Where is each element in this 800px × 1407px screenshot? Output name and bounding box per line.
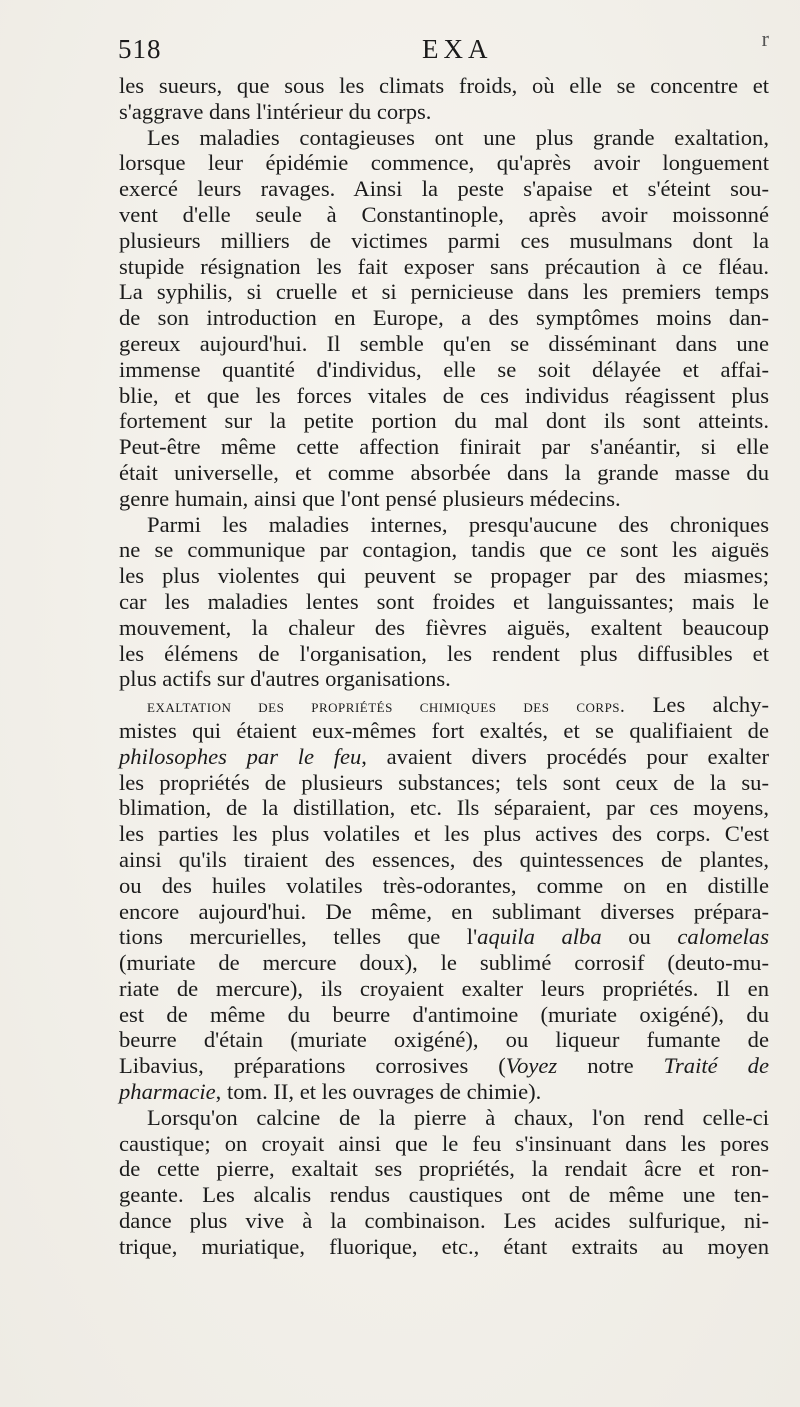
italic-text: Voyez xyxy=(505,1053,558,1079)
text-line xyxy=(119,1156,769,1182)
line-text: Parmi les maladies internes, presqu'aucune des chroniques xyxy=(147,511,769,537)
italic-text: aquila alba xyxy=(477,924,602,950)
corner-mark: r xyxy=(761,26,770,51)
text-line xyxy=(119,305,769,331)
page-number: 518 xyxy=(118,34,162,64)
line-text: Peut-être même cette affection finirait par s'anéantir, si elle xyxy=(119,434,769,460)
running-head: EXA xyxy=(422,34,493,64)
line-text: de son introduction en Europe, a des symptômes moins dan- xyxy=(119,305,769,331)
line-text: trique, muriatique, fluorique, etc., étant extraits au moyen xyxy=(119,1233,769,1259)
text-line xyxy=(119,821,769,847)
line-text: les propriétés de plusieurs substances; tels sont ceux de la su- xyxy=(119,769,769,795)
italic-text: calomelas xyxy=(677,924,770,950)
text-line xyxy=(119,718,769,744)
text-line xyxy=(119,1002,769,1028)
line-text: geante. Les alcalis rendus caustiques ont de même une ten- xyxy=(119,1182,769,1208)
text-line xyxy=(119,770,769,796)
line-text: notre xyxy=(557,1053,664,1079)
line-text: plus actifs sur d'autres organisations. xyxy=(119,666,451,692)
line-text: ainsi qu'ils tiraient des essences, des quintessences de plantes, xyxy=(119,846,769,872)
line-text: vent d'elle seule à Constantinople, après avoir moissonné xyxy=(119,201,769,227)
line-text: , avaient divers procédés pour exalter xyxy=(361,743,769,769)
line-text: blie, et que les forces vitales de ces individus réagissent plus xyxy=(119,382,769,408)
line-text: genre humain, ainsi que l'ont pensé plusieurs médecins. xyxy=(119,485,621,511)
text-line xyxy=(119,1182,769,1208)
text-line xyxy=(119,228,769,254)
text-line xyxy=(119,254,769,280)
section-heading: exaltation des propriétés chimiques des corps. xyxy=(147,696,626,718)
text-line xyxy=(119,383,769,409)
line-text: blimation, de la distillation, etc. Ils séparaient, par ces moyens, xyxy=(119,795,769,821)
line-text: Libavius, préparations corrosives ( xyxy=(119,1053,506,1079)
line-text: encore aujourd'hui. De même, en sublimant diverses prépara- xyxy=(119,898,769,924)
italic-text: Traité de xyxy=(663,1053,769,1079)
text-line xyxy=(119,1079,769,1105)
text-line xyxy=(119,512,769,538)
line-text: les sueurs, que sous les climats froids, où elle se concentre et xyxy=(119,73,769,98)
italic-text: philosophes par le feu xyxy=(119,743,362,769)
line-text: lorsque leur épidémie commence, qu'après avoir longuement xyxy=(119,150,769,176)
italic-text: pharmacie xyxy=(119,1079,216,1105)
text-line xyxy=(119,125,769,151)
text-line xyxy=(119,486,769,512)
text-line xyxy=(119,279,769,305)
text-line xyxy=(119,950,769,976)
line-text: fortement sur la petite portion du mal dont ils sont atteints. xyxy=(119,408,769,434)
text-line xyxy=(119,1208,769,1234)
line-text: exercé leurs ravages. Ainsi la peste s'apaise et s'éteint sou- xyxy=(119,176,769,202)
line-text: Les maladies contagieuses ont une plus grande exaltation, xyxy=(147,124,769,150)
line-text: mistes qui étaient eux-mêmes fort exaltés, et se qualifiaient de xyxy=(119,717,769,743)
text-line xyxy=(119,73,769,99)
line-text: dance plus vive à la combinaison. Les acides sulfurique, ni- xyxy=(119,1208,769,1234)
text-line xyxy=(119,1234,769,1260)
body-text xyxy=(119,73,769,1260)
line-text: est de même du beurre d'antimoine (muriate oxigéné), du xyxy=(119,1001,769,1027)
line-text: plusieurs milliers de victimes parmi ces musulmans dont la xyxy=(119,227,769,253)
line-text: s'aggrave dans l'intérieur du corps. xyxy=(119,98,432,124)
text-line xyxy=(119,99,769,125)
text-line xyxy=(119,924,769,950)
text-line xyxy=(119,692,769,718)
text-line xyxy=(119,795,769,821)
line-text: ne se communique par contagion, tandis que ce sont les aiguës xyxy=(119,537,769,563)
text-line xyxy=(119,202,769,228)
line-text: ou xyxy=(601,924,678,950)
text-line xyxy=(119,150,769,176)
line-text: était universelle, et comme absorbée dans la grande masse du xyxy=(119,459,769,485)
line-text: , tom. II, et les ouvrages de chimie). xyxy=(215,1079,542,1105)
line-text: car les maladies lentes sont froides et languissantes; mais le xyxy=(119,588,769,614)
line-text: Les alchy- xyxy=(625,692,769,718)
line-text: riate de mercure), ils croyaient exalter leurs propriétés. Il en xyxy=(119,975,769,1001)
text-line xyxy=(119,1027,769,1053)
text-line xyxy=(119,615,769,641)
line-text: les plus violentes qui peuvent se propager par des miasmes; xyxy=(119,563,769,589)
text-line xyxy=(119,331,769,357)
line-text: La syphilis, si cruelle et si pernicieuse dans les premiers temps xyxy=(119,279,769,305)
line-text: (muriate de mercure doux), le sublimé corrosif (deuto-mu- xyxy=(119,950,769,976)
text-line xyxy=(119,744,769,770)
text-line xyxy=(119,1131,769,1157)
line-text: mouvement, la chaleur des fièvres aiguës, exaltent beaucoup xyxy=(119,614,769,640)
line-text: caustique; on croyait ainsi que le feu s'insinuant dans les pores xyxy=(119,1130,769,1156)
text-line xyxy=(119,176,769,202)
text-line xyxy=(119,641,769,667)
text-line xyxy=(119,666,769,692)
text-line xyxy=(119,589,769,615)
line-text: beurre d'étain (muriate oxigéné), ou liqueur fumante de xyxy=(119,1027,769,1053)
line-text: ou des huiles volatiles très-odorantes, comme on en distille xyxy=(119,872,769,898)
text-line xyxy=(119,1105,769,1131)
text-line xyxy=(119,408,769,434)
text-line xyxy=(119,1053,769,1079)
text-line xyxy=(119,537,769,563)
text-line xyxy=(119,563,769,589)
line-text: stupide résignation les fait exposer sans précaution à ce fléau. xyxy=(119,253,769,279)
line-text: immense quantité d'individus, elle se soit délayée et affai- xyxy=(119,356,769,382)
text-line xyxy=(119,873,769,899)
text-line xyxy=(119,976,769,1002)
line-text: gereux aujourd'hui. Il semble qu'en se disséminant dans une xyxy=(119,330,769,356)
page-header xyxy=(118,26,778,74)
line-text: les élémens de l'organisation, les rendent plus diffusibles et xyxy=(119,640,769,666)
line-text: tions mercurielles, telles que l' xyxy=(119,924,478,950)
line-text: de cette pierre, exaltait ses propriétés, la rendait âcre et ron- xyxy=(119,1156,769,1182)
line-text: Lorsqu'on calcine de la pierre à chaux, l'on rend celle-ci xyxy=(147,1104,769,1130)
text-line xyxy=(119,357,769,383)
text-line xyxy=(119,847,769,873)
line-text: les parties les plus volatiles et les plus actives des corps. C'est xyxy=(119,821,769,847)
text-line xyxy=(119,460,769,486)
text-line xyxy=(119,899,769,925)
text-line xyxy=(119,434,769,460)
